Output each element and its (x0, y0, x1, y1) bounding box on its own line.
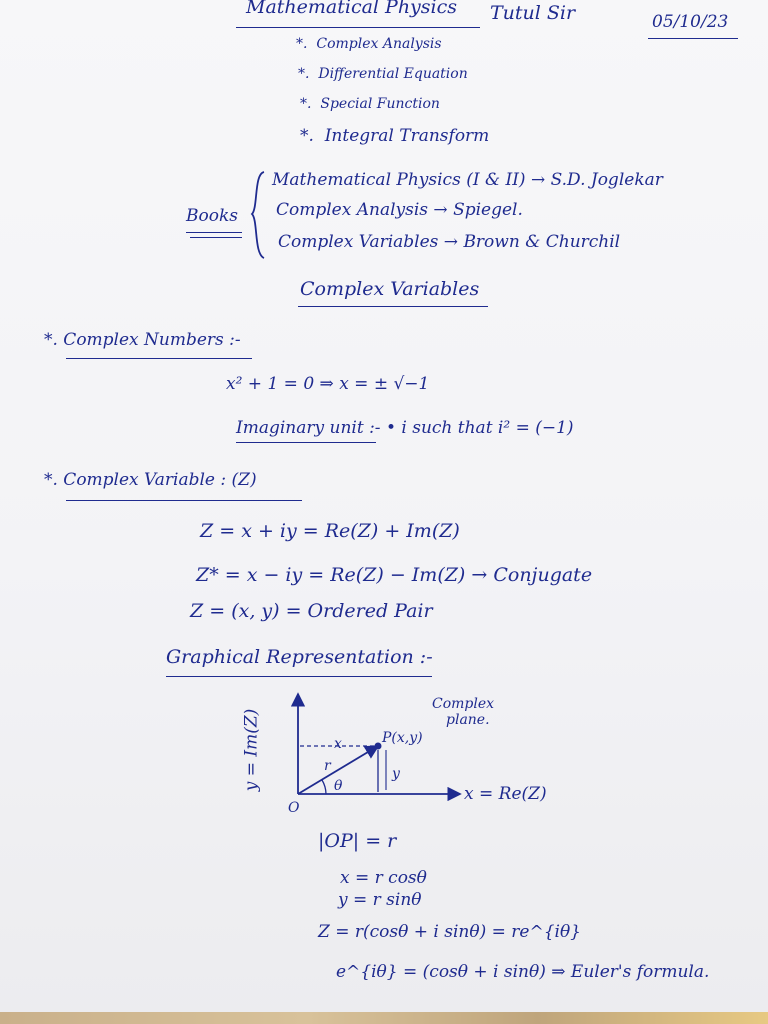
bullet: *. (296, 36, 308, 52)
y-axis-label: y = Im(Z) (241, 708, 262, 792)
plane-label: plane. (446, 712, 490, 728)
page-title: Mathematical Physics (246, 0, 458, 18)
list-item: *. Differential Equation (298, 66, 468, 82)
book-item: Mathematical Physics (I & II) → S.D. Joglekar (272, 170, 663, 190)
books-underline-2 (190, 237, 242, 238)
x-axis-label: x = Re(Z) (464, 784, 547, 804)
theta-arc (322, 780, 326, 794)
formula: Z = r(cosθ + i sinθ) = re^{iθ} (318, 922, 581, 942)
point-label: P(x,y) (382, 730, 423, 746)
imaginary-underline (236, 442, 376, 443)
list-item: *. Complex Analysis (296, 36, 442, 52)
teacher-name: Tutul Sir (490, 2, 576, 24)
formula: e^{iθ} = (cosθ + i sinθ) ⇒ Euler's formula. (336, 962, 710, 982)
list-item: *. Special Function (300, 96, 440, 112)
plane-label: Complex (432, 696, 495, 712)
list-item: *. Integral Transform (300, 126, 490, 146)
bullet: *. (300, 96, 312, 112)
complex-variable-underline (66, 500, 302, 501)
book-item: Complex Analysis → Spiegel. (276, 200, 523, 220)
complex-numbers-underline (66, 358, 252, 359)
complex-variable-heading: *. Complex Variable : (Z) (44, 470, 257, 490)
origin-label: O (288, 800, 300, 816)
graphical-heading: Graphical Representation :- (166, 646, 433, 668)
books-label: Books (186, 206, 238, 226)
theta-mark: θ (334, 778, 343, 794)
bullet: *. (298, 66, 310, 82)
complex-numbers-heading: *. Complex Numbers :- (44, 330, 241, 350)
equation: Z = (x, y) = Ordered Pair (190, 600, 433, 622)
title-underline (236, 27, 480, 28)
page-date: 05/10/23 (652, 12, 729, 32)
book-item: Complex Variables → Brown & Churchil (278, 232, 621, 252)
formula: x = r cosθ (340, 868, 427, 888)
imaginary-unit-line: Imaginary unit :- • i such that i² = (−1) (236, 418, 574, 438)
equation: Z* = x − iy = Re(Z) − Im(Z) → Conjugate (196, 564, 593, 586)
paper-edge (0, 1012, 768, 1024)
x-mark: x (334, 736, 342, 752)
r-mark: r (324, 758, 331, 774)
formula: |OP| = r (318, 830, 397, 852)
bullet: *. (300, 126, 314, 146)
brace-icon (248, 170, 268, 260)
point-p (375, 743, 382, 750)
section-title: Complex Variables (300, 278, 480, 300)
equation: Z = x + iy = Re(Z) + Im(Z) (200, 520, 460, 542)
y-mark: y (392, 766, 400, 782)
graphical-underline (166, 676, 432, 677)
section-title-underline (298, 306, 488, 307)
formula: y = r sinθ (338, 890, 422, 910)
equation: x² + 1 = 0 ⇒ x = ± √−1 (226, 374, 430, 394)
books-underline (186, 232, 242, 233)
date-underline (648, 38, 738, 39)
